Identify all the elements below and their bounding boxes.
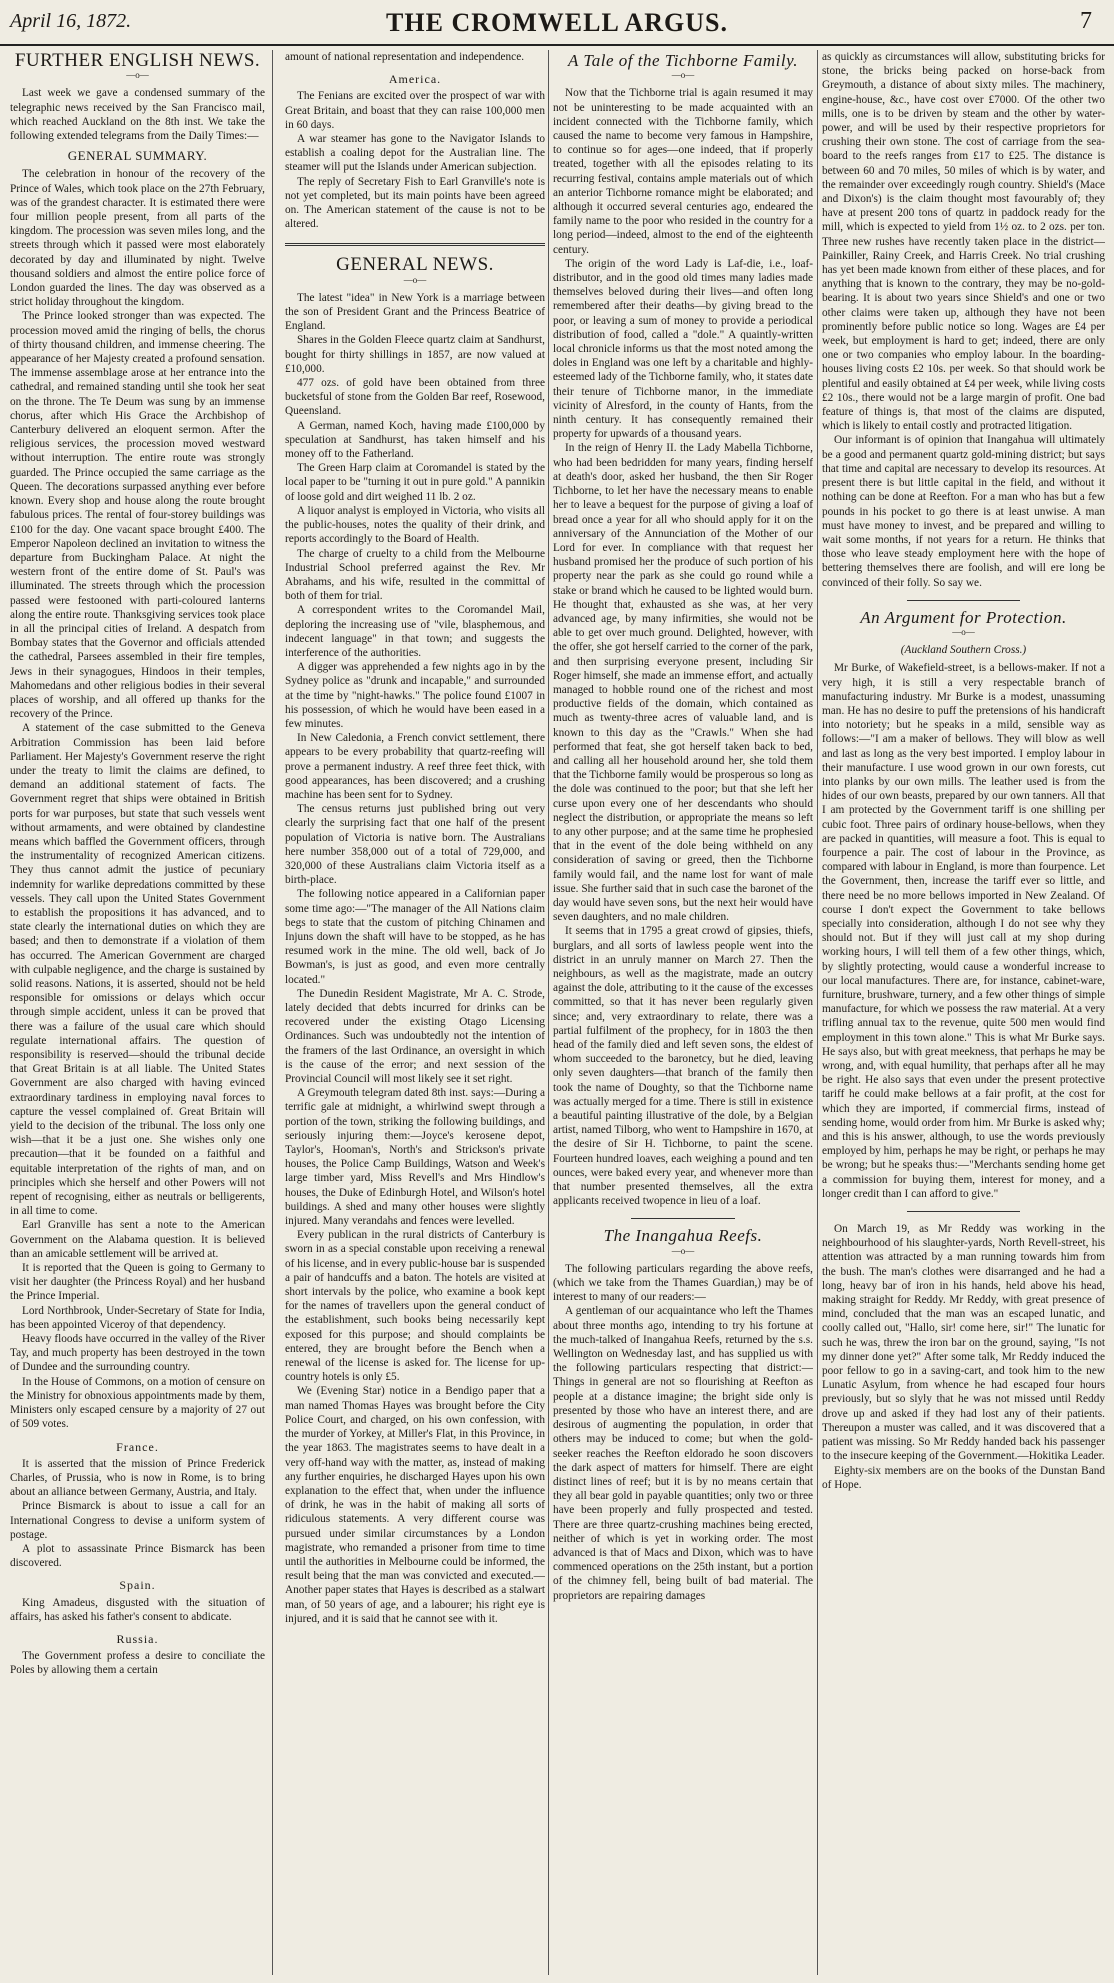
article-paragraph: A liquor analyst is employed in Victoria, who visits all the public-houses, notes the quality of their drink, and reports accordingly to the Board of Health. [285,504,545,546]
column-1 [10,50,265,1975]
general-summary-heading: GENERAL SUMMARY. [67,148,208,164]
article-paragraph: It is reported that the Queen is going to Germany to visit her daughter (the Princess Royal) and her husband the Prince Imperial. [10,1262,265,1303]
article-paragraph: The celebration in honour of the recovery of the Prince of Wales, which took place on the 27th February, was of the grandest character. It is estimated there were four million people present, from all parts of the kingdom. The procession was seven miles long, and the streets through which it passed were most elaborately decorated by day and illuminated by night. Twelve thousand soldiers and almost the entire police force of London guarded the lines. The day was observed as a strict holiday throughout the kingdom. [10,168,265,309]
tichborne-heading: A Tale of the Tichborne Family. [568,51,798,70]
article-paragraph: The census returns just published bring out very clearly the surprising fact that one half of the present population of Victoria is native born. The Australians here number 358,000 out of a total of 729,000, and 320,000 of these Australians claim Victoria itself as a birth-place. [285,803,545,887]
further-english-news-heading: FURTHER ENGLISH NEWS. [14,50,261,71]
divider: —o— [952,626,975,637]
article-paragraph: A war steamer has gone to the Navigator Islands to establish a coaling depot for the Australian line. The steamer will put the Islands under American subjection. [285,133,545,174]
article-paragraph: The reply of Secretary Fish to Earl Granville's note is not yet completed, but its main points have been agreed on. The American statement of the cause is not to be altered. [285,175,545,231]
article-paragraph: The Prince looked stronger than was expected. The procession moved amid the ringing of bells, the chorus of thirty thousand children, and immense cheering. The appearance of her Majesty created a profound sensation. The immense assemblage arose at her entrance into the cathedral, and remained standing until she took her seat on the throne. The Te Deum was sung by an immense chorus, after which His Grace the Archbishop of Canterbury delivered an eloquent sermon. After the religious services, the procession moved westward without interruption. The entire route was strongly guarded. The Prince occupied the same carriage as the Queen. The decorations surpassed anything ever before known. Every shop and house along the route brought fabulous prices. The rental of four-storey buildings was £100 for the day. One vacant space brought £400. The Emperor Napoleon declined an invitation to witness the departure from Buckingham Palace. At night the western front of the entire dome of St. Paul's was illuminated. The streets through which the procession passed were festooned with parti-coloured lanterns along the entire route. Thanksgiving services took place in all the principal cities of Ireland. A despatch from Bombay states that the Governor and officials attended the cathedral, Parsees assembled in their fire temples, Jews in their synagogues, Hindoos in their temples, Mahomedans and other religious bodies in their several places of worship, and all offered up thanks for the recovery of the Prince. [10,310,265,721]
article-paragraph: A plot to assassinate Prince Bismarck has been discovered. [10,1542,265,1570]
article-paragraph: A statement of the case submitted to the Geneva Arbitration Commission has been laid before Parliament. Her Majesty's Government reserve the right under the treaty to limit the claims are defined, to demand an additional statement of facts. The Government regret that ships were obtained in British ports for war purposes, but state that such vessels went without armaments, and were obtained by clandestine means which baffled the Government officers, through the instrumentality of recognized American citizens. They thus cannot admit the justice of pecuniary indemnity for warlike depredations committed by these vessels. They call upon the United States Government to establish the propositions it has advanced, and to state clearly the international duties on which they are based; and then to demonstrate if a violation of them has occurred. The American Government are charged with culpable negligence, and the charge is sustained by solid reasons. Nations, it is asserted, should not be held responsible for omissions or delays which occur through simple accident, unless it can be proved that there was a failure of the usual care which should regulate international affairs. The question of responsibility is reserved—should the tribunal decide that Great Britain is at all liable. The United States Government are also charged with having evinced extraordinary tardiness in employing naval forces to capture the vessel complained of. Great Britain will yield to the decision of the tribunal. The loss only one wish—that it be a just one. She wishes only one precaution—that it be founded on a faithful and equitable interpretation of the rights of man, and on principles which she herself and other Powers will not repent of recognising, either as neutrals or belligerents, in all time to come. [10,722,265,1218]
page-number: 7 [1080,8,1092,34]
general-news-heading: GENERAL NEWS. [336,254,494,276]
article-paragraph: On March 19, as Mr Reddy was working in the neighbourhood of his slaughter-yards, North Revell-street, his attention was attracted by a man running towards him from the bush. The man's clothes were disarranged and he had a long, heavy bar of iron in his hands, held above his head, making straight for Reddy. Mr Reddy, with great presence of mind, concluded that the man was an escaped lunatic, and coolly called out, "Hallo, sir! come here, sir!" The lunatic for such he was, threw the iron bar on the ground, saying, "Is not my dinner done yet?" After some talk, Mr Reddy induced the poor fellow to go in a saving-cart, and took him to the new Lunatic Asylum, from whence he had escaped four hours previously, but so slyly that he was not missed until Reddy drove up and asked if they had lost any of their patients. Thereupon a muster was called, and it was discovered that a patient was missing. So Mr Reddy handed back his passenger to the insecure keeping of the Government.—Hokitika Leader. [822,1223,1105,1463]
article-paragraph: The Government profess a desire to conciliate the Poles by allowing them a certain [10,1650,265,1677]
divider: —o— [403,274,427,285]
article-paragraph: Mr Burke, of Wakefield-street, is a bellows-maker. If not a very high, it is still a very respectable branch of manufacturing industry. Mr Burke is a modest, unassuming man. He has no desire to puff the pretensions of his handicraft into notoriety; but he speaks in a mild, sensible way as follows:—"I am a maker of bellows. They will blow as well and last as long as the very best imported. I employ labour in their manufacture. I use wood grown in our own forests, cut into planks by our own mills. The leather used is from the hides of our own beasts, prepared by our own tanners. All that I am protected by the Government tariff is one shilling per cubic foot. Three pairs of ordinary house-bellows, when they are packed in quantities, will measure a foot. This is equal to fourpence a pair. The cost of labour in the Province, as compared with labour in England, is more than fourpence. Let the Government, then, increase the tariff ever so little, and there need be no more bellows imported in New Zealand. Of course I don't expect the Government to take bellows specially into consideration, although I do not see why they should not. But if they will just call at my shop during working hours, I will tell them of a few other things, which, by slightly protecting, would cause a wonderful increase to our local manufactures. There are, for instance, cabinet-ware, furniture, brushware, turnery, and a few other things of simple manufacture, for which we possess the raw material. At a very trifling annual tax to the revenue, quite 500 men would find employment in this town alone." This is what Mr Burke says. He says also, but with great meekness, that perhaps he may be wrong, and, with equal humility, that perhaps after all he may be right. He also says that even under the present protective tariff he could make bellows at a fair profit, at the cost for which they are imported, if commercial firms, instead of sending home, would order from him. Mr Burke is asked why; and this is his answer, although, to use the words previously employed by him, perhaps he may be right, or perhaps he may be wrong; but he speaks thus:—"Merchants sending home get a commission for buying them, interest for money, and a longer credit than I can afford to give." [822,662,1105,1200]
article-paragraph: The Green Harp claim at Coromandel is stated by the local paper to be "turning it out in pure gold." A pannikin of loose gold and dirt weighed 11 lb. 2 oz. [285,462,545,503]
article-paragraph: We (Evening Star) notice in a Bendigo paper that a man named Thomas Hayes was brought before the City Police Court, and charged, on his own confession, with the murder of Yorkey, at Miller's Flat, in this Province, in the year 1863. The magistrates seems to have dealt in a very off-hand way with the matter, as, instead of making any further enquiries, he discharged Hayes upon his own explanation to the effect that, when under the influence of drink, he was in the habit of making all sorts of ridiculous statements. A very different course was pursued under similar circumstances by a London magistrate, who remanded a prisoner from time to time until the authorities in Melbourne could be informed, the result being that the man was convicted and executed.—Another paper states that Hayes is described as a stalwart man, of 50 years of age, and a labourer; his right eye is injured, and it is said that he cannot see with it. [285,1385,545,1625]
article-paragraph: It is asserted that the mission of Prince Frederick Charles, of Prussia, who is now in Rome, is to bring about an alliance between Germany, Austria, and Italy. [10,1457,265,1499]
article-paragraph: A German, named Koch, having made £100,000 by speculation at Sandhurst, has taken himself and his money off to the Fatherland. [285,419,545,461]
article-paragraph: Last week we gave a condensed summary of the telegraphic news received by the San Francisco mail, which reached Auckland on the 8th inst. We take the following extended telegrams from the Daily Times:— [10,87,265,143]
article-paragraph: Every publican in the rural districts of Canterbury is sworn in as a special constable upon receiving a renewal of his license, and in every public-house bar is suspended a pair of handcuffs and a baton. The hotels are visited at short intervals by the police, who examine a book kept for the names of travellers upon the general conduct of the establishment, such books being necessarily kept exposed for this purpose; and should complaints be entered, they are brought before the Bench when a renewal of the license is asked for. The license for up-country hotels is only £5. [285,1229,545,1384]
column-rule [548,50,549,1975]
section-divider [285,243,545,246]
article-paragraph: King Amadeus, disgusted with the situation of affairs, has asked his father's consent to abdicate. [10,1596,265,1623]
article-paragraph: A gentleman of our acquaintance who left the Thames about three months ago, intending to try his fortune at the much-talked of Inangahua Reefs, returned by the s.s. Wellington on Wednesday last, and has supplied us with the following particulars respecting that district:—Things in general are not so flourishing at Reefton as people at a distance imagine; the bright side only is presented by those who have an interest there, and are desirous of augmenting the population, in order that others may be induced to come; but when the gold-seeker reaches the Reefton eldorado he soon discovers the dark aspect of matters for himself. There are eight distinct lines of reef; but it is by no means certain that they all bear gold in payable quantities; only two or three have been properly and fully prospected and tested. There are three quartz-crushing machines being erected, neither of which is yet in working order. The most advanced is that of Macs and Dixon, which was to have commenced operations on the 25th instant, but a portion of the chimney fell, being built of bad material. The proprietors are repairing damages [553,1305,813,1602]
article-paragraph: Shares in the Golden Fleece quartz claim at Sandhurst, bought for thirty shillings in 1857, are now valued at £10,000. [285,334,545,375]
section-divider [907,1211,1020,1212]
source-credit: (Auckland Southern Cross.) [900,644,1027,657]
article-paragraph: Prince Bismarck is about to issue a call for an International Congress to devise a uniform system of postage. [10,1500,265,1541]
article-paragraph: Earl Granville has sent a note to the American Government on the Alabama question. It is believed than an amicable settlement will be arrived at. [10,1219,265,1260]
article-paragraph: Now that the Tichborne trial is again resumed it may not be uninteresting to be made acquainted with an incident connected with the Tichborne family, which caused the name to become very famous in Hampshire, to continue so for ages—one indeed, that if properly treated, together with all the episodes relating to its recurring festival, contains ample materials out of which an anterior Tichborne romance might be elaborated; and although it occurred several centuries ago, endeared the family name to the poor who resided in the country for a long period—indeed, almost to the end of the eighteenth century. [553,87,813,256]
article-paragraph: Our informant is of opinion that Inangahua will ultimately be a good and permanent quartz gold-mining district; but says that time and capital are necessary to develop its resources. At present there is but little capital in the field, and without it nothing can be done at Reefton. For a man who has but a few pounds in his pocket to go there is at least unwise. A man must have money to invest, and be prepared and willing to wait some months, if not years for a return. He thinks that those who leave steady employment here with the hope of bettering themselves there are foolish, and will ere long be convinced of their folly. So say we. [822,434,1105,589]
divider: —o— [126,70,149,81]
article-paragraph: In the reign of Henry II. the Lady Mabella Tichborne, who had been bedridden for many years, finding herself at death's door, asked her husband, the then Sir Roger Tichborne, to let her have the necessary means to enable her to leave a bequest for the purpose of giving a loaf of bread once a year for all who should apply for it on the anniversary of the Annunciation of the Mother of our Lord for ever. In compliance with that request her husband promised her the produce of such portion of his property near the park as she could go round while a stake or brand which he caused to be lighted would burn. He thought that, exhausted as she was, at her very advanced age, by many infirmities, she would not be able to get over much ground. Delighted, however, with the offer, she got herself carried to the corner of the park, and then surprising everyone present, including Sir Roger himself, she made an immense effort, and actually managed to hobble round one of the richest and most productive fields of the domain, which contained as much as twenty-three acres of valuable land, and is known to this day as the "Crawls." When she had performed that feat, she got herself taken back to bed, and calling all her household around her, she told them that the Tichborne family would be prosperous so long as the dole was continued to the poor; but that she left her curse upon every one of her descendants who should neglect the distribution, or appropriate the means so left to any other purpose; and at the same time he prophesied that in the event of the dole being withheld on any consideration of saving or greed, then the Tichborne family would fail, and the name lost for want of male issue. She further said that in such case the baronet of the day would have seven sons, but the next heir would have seven daughters, and no male children. [553,442,813,924]
article-paragraph: The Dunedin Resident Magistrate, Mr A. C. Strode, lately decided that debts incurred for drinks can be recovered under the existing Otago Licensing Ordinances. Such was undoubtedly not the intention of the framers of the last Ordinance, an oversight in which is the cause of the error; and next session of the Provincial Council will most likely see it set right. [285,987,545,1086]
article-paragraph: The latest "idea" in New York is a marriage between the son of President Grant and the Princess Beatrice of England. [285,291,545,333]
russia-heading: Russia. [116,1631,159,1646]
article-paragraph: In New Caledonia, a French convict settlement, there appears to be every probability that quartz-reefing will prove a permanent industry. A reef three feet thick, with good appearances, has been discovered; and a crushing machine has been sent for to Sydney. [285,732,545,801]
inangahua-reefs-heading: The Inangahua Reefs. [603,1226,763,1246]
article-paragraph: A digger was apprehended a few nights ago in by the Sydney police as "drunk and incapable," and surrounded at the time by "night-hawks." The police found £1007 in his possession, of which he would have been eased in a few minutes. [285,661,545,730]
masthead [0,0,1114,46]
france-heading: France. [116,1439,159,1454]
article-paragraph: A correspondent writes to the Coromandel Mail, deploring the increasing use of "vile, blasphemous, and indecent language" in that town; and suggests the interference of the authorities. [285,604,545,659]
divider: —o— [671,1245,695,1256]
america-heading: America. [388,72,442,87]
argument-for-protection-heading: An Argument for Protection. [860,607,1067,627]
masthead-date: April 16, 1872. [10,10,132,32]
article-paragraph: as quickly as circumstances will allow, substituting bricks for stone, the bricks being packed on horse-back from Greymouth, a distance of about sixty miles. The machinery, engine-house, &c., have cost over £7000. Of the other two mills, one is to be driven by steam and the other by water-power, and will be used by their respective proprietors for crushing their own stone. The cost of carriage from the sea-board to the reefs ranges from £17 to £25. The distance is between 60 and 70 miles, 50 miles of which is by water, and the remainder over exceedingly rough country. Shield's (Mace and Dixon's) is the claim thought most favourably of; they have at present 200 tons of quartz in paddock ready for the mill, which is expected to yield from 1½ oz. to 2 ozs. per ton. Three new rushes have recently taken place in the district—Painkiller, Rainy Creek, and Harris Creek. No trial crushing has yet been made known from either of these places, and for anything that is known to the contrary, they may be no-gold-bearing. It is about two years since Shield's and one or two other claims were taken up, although they have not been prominently before public notice so long. Wages are £4 per week, but employment is hard to get; indeed, there are only one or two companies who employ labour. In the boarding-houses living costs £2 10s. per week. So that should work be plentiful and easily obtained at £4 per week, while living costs £2 10s., there would not be a large margin of profit. One bad feature of things is, that most of the claims are disputed, which is likely to entail costly and protracted litigation. [822,51,1105,433]
article-paragraph: The following particulars regarding the above reefs, (which we take from the Thames Guardian,) may be of interest to many of our readers:— [553,1262,813,1304]
article-paragraph: Heavy floods have occurred in the valley of the River Tay, and much property has been destroyed in the town of Dundee and the surrounding country. [10,1333,265,1374]
article-paragraph: The Fenians are excited over the prospect of war with Great Britain, and boast that they can raise 100,000 men in 60 days. [285,90,545,131]
article-paragraph: 477 ozs. of gold have been obtained from three bucketsful of stone from the Golden Bar reef, Rosewood, Queensland. [285,377,545,418]
article-paragraph: A Greymouth telegram dated 8th inst. says:—During a terrific gale at midnight, a whirlwind swept through a portion of the town, striking the following buildings, and seriously injuring them:—Joyce's kerosene depot, Taylor's, Hooman's, North's and Strickson's private houses, the Police Camp Buildings, Watson and Week's large timber yard, Miss Revell's and Mrs Hindlow's houses, the Duke of Edinburgh Hotel, and Wilson's hotel buildings. A shed and many other houses were slightly injured. Many verandahs and fences were levelled. [285,1087,545,1228]
column-2 [285,50,545,1975]
column-4 [822,50,1105,1975]
article-paragraph: Lord Northbrook, Under-Secretary of State for India, has been appointed Viceroy of that dependency. [10,1304,265,1331]
column-3 [553,50,813,1975]
article-paragraph: amount of national representation and independence. [285,51,525,63]
article-paragraph: It seems that in 1795 a great crowd of gipsies, thiefs, burglars, and all sorts of lawless people went into the district in an unruly manner on March 27. Then the neighbours, as well as the magistrate, made an outcry against the dole, attributing to it the cause of the excesses committed, so that it has never been regularly given since; and, very extraordinary to relate, there was a partial fulfilment of the prophecy, for in 1803 the then head of the family died and left seven sons, the eldest of whom succeeded to the baronetcy, but he died, leaving only seven daughters—that branch of the family then took the name of Doughty, so that the Tichborne name was actually merged for a time. There is still in existence a beautiful painting illustrative of the dole, by a Belgian artist, named Tilborg, who went to Hampshire in 1670, at the desire of Sir H. Tichborne, to paint the scene. Fourteen hundred loaves, each weighing a pound and ten ounces, were baked every year, and whenever more than that number presented themselves, all the extra applicants received twopence in lieu of a loaf. [553,925,813,1208]
masthead-title: THE CROMWELL ARGUS. [386,8,728,37]
article-paragraph: The following notice appeared in a Californian paper some time ago:—"The manager of the All Nations claim begs to state that the custom of pitching Chinamen and Injuns down the shaft will have to be stopped, as he has resumed work in the mine. The old well, back of Jo Bowman's, is just as good, and even more centrally located." [285,888,545,986]
section-divider [631,1218,735,1219]
article-paragraph: The origin of the word Lady is Laf-die, i.e., loaf-distributor, and in the good old times many ladies made themselves beloved during their lives—and often long remembered after their deaths—by giving bread to the poor, or leaving a sum of money to provide a periodical distribution of food, called a "dole." A quaintly-written local chronicle informs us that the most noted among the doles in England was one left by a charitable and highly-esteemed lady of the Tichborne family, who, it states date their tenure of Tichborne manor, in the immediate vicinity of Alresford, in the county of Hants, from the ninth century. It has consequently remained their property for upwards of a thousand years. [553,257,813,441]
article-paragraph: In the House of Commons, on a motion of censure on the Ministry for obnoxious appointments made by them, Ministers only escaped censure by a majority of 27 out of 509 votes. [10,1375,265,1431]
article-paragraph: Eighty-six members are on the books of the Dunstan Band of Hope. [822,1464,1105,1491]
article-paragraph: The charge of cruelty to a child from the Melbourne Industrial School preferred against the Rev. Mr Abrahams, and his wife, resulted in the committal of both of them for trial. [285,547,545,603]
section-divider [907,600,1020,601]
column-rule [272,50,273,1975]
spain-heading: Spain. [119,1578,156,1593]
column-rule [817,50,818,1975]
divider: —o— [671,70,695,81]
